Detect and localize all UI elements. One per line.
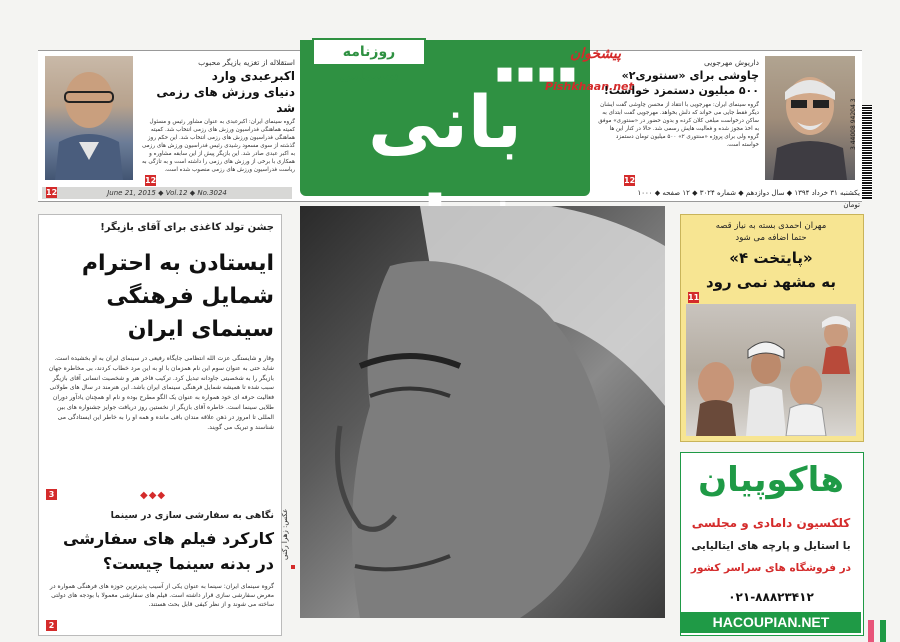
vol-en: Vol.12 [165, 189, 188, 197]
main-photo[interactable] [300, 206, 665, 618]
left-column-sub-body: گروه سینمای ایران: سینما به عنوان یکی از آسیب پذیرترین حوزه های فرهنگی همواره در معرض سفارشی سازی قرار داشته است. فیلم های سفارشی معمولا با بودجه های دولتی ساخته می شوند و از نظر کیفی قابل بحث هستند. [49, 583, 274, 608]
left-column-headline-2[interactable]: شمایل فرهنگی [106, 284, 274, 309]
ad-line-2: با استایل و پارچه های ایتالیایی [691, 540, 851, 552]
portrait-illustration-2 [765, 56, 855, 180]
logo-dots: ▪▪▪▪ [495, 56, 579, 89]
watermark-fa: پیشخوان [570, 46, 622, 62]
right-column-photo[interactable] [686, 304, 856, 436]
ad-line-3: در فروشگاه های سراسر کشور [690, 562, 852, 574]
teaser-photo-akbar-abdi [45, 56, 133, 180]
portrait-illustration [45, 56, 133, 180]
left-column-sub-page-badge: 2 [46, 620, 57, 631]
left-teaser-headline-1[interactable]: اکبرعبدی وارد [211, 69, 295, 83]
date-line-en [42, 187, 292, 199]
left-teaser-page-badge: 12 [145, 176, 157, 185]
ad-stripe-green [880, 620, 886, 642]
left-teaser-kicker: استقلاله از تغزیه بازیگر محبوب [198, 58, 295, 67]
left-column-kicker: جشن تولد کاغذی برای آقای بازیگر! [100, 222, 274, 233]
right-column-photo-illustration [686, 304, 856, 436]
left-column-sub-headline[interactable] [44, 526, 274, 576]
teaser-photo-mehrjui [765, 56, 855, 180]
right-column-page-badge: 11 [688, 293, 700, 302]
right-teaser-headline-2[interactable]: ۵۰۰ میلیون دستمزد خواست! [603, 84, 759, 97]
right-column-headline[interactable] [686, 246, 856, 294]
right-column-headline-1[interactable]: «پایتخت ۴» [729, 249, 813, 267]
left-column-sub-headline-1[interactable]: کارکرد فیلم های سفارشی [63, 529, 274, 548]
left-column-body: وقار و شایستگی عزت الله انتظامی جایگاه رفیعی در سینمای ایران به او بخشیده است. شاید حتی به عنوان سوم این نام همزمان با او به این مرد خطاب کردند، بی مخاطره جهان بازیگر را به شخصیتی جاودانه تبدیل کرد. ترکیب فاخر هنر و شخصیت انسانی آقای بازیگر سبب شده تا همیشه شمایل فرهنگی سینمای ایران باشد. این هنرمند در سال های طولانی فعالیت حرفه ای خود همواره به عنوان یک الگو مطرح بوده و نام او همچنان یادآور دوران طلایی سینما است. خاطره آقای بازیگر از نخستین روز دریافت جوایز جشنواره های بین المللی تا امروز در ذهن علاقه مندان باقی مانده و همه او را به خاطر این ایستادگی می شناسند و تبریک می گویند. [48, 355, 274, 431]
ad-brand[interactable]: هاکوپیان [698, 460, 844, 500]
ad-url[interactable] [681, 612, 861, 633]
left-column-dots: ◆◆◆ [140, 490, 167, 501]
right-teaser [597, 58, 759, 161]
ad-line-1: کلکسیون دامادی و مجلسی [691, 516, 851, 530]
right-teaser-headline-1[interactable]: چاوشی برای «سنتوری۲» [621, 69, 759, 82]
left-column-headline-3[interactable]: سینمای ایران [127, 317, 274, 342]
right-column-kicker-1: مهران احمدی بسته به نیاز قصه [715, 221, 827, 231]
main-photo-caption: عکس: زهرا رکنی [281, 508, 289, 560]
ad-phone: ۰۲۱-۸۸۸۲۳۴۱۲ [728, 590, 814, 604]
left-teaser-headline-2[interactable]: دنیای ورزش های رزمی شد [156, 85, 295, 115]
right-teaser-body: گروه سینمای ایران: مهرجویی با انتقاد از محسن چاوشی گفت ایشان دیگر فقط جایی می خواند که دلش بخواهد. مهرجویی گفت ابتدای به ساکن درخواست مبلغی کلان کرده و بدون حضور در «سنتوری» موفق به اخذ مجوز شده و فعالیت هایش رسمی شد. حالا در کنار این ها گروه ولی برای پروژه «سنتوری ۲» ۵۰۰ میلیون تومان دستمزد خواسته است. [598, 102, 759, 148]
left-column-sub-kicker: نگاهی به سفارشی سازی در سینما [110, 510, 274, 521]
left-column-sub-headline-2[interactable]: در بدنه سینما چیست؟ [102, 554, 274, 573]
left-column-headline[interactable] [44, 247, 274, 346]
main-photo-caption-dot [291, 565, 295, 569]
date-en: June 21, 2015 [107, 189, 156, 197]
left-teaser-body: گروه سینمای ایران: اکبرعبدی به عنوان مشاور رئیس و مسئول کمیته هماهنگی فدراسیون ورزش های رزمی انتخاب شد. کمیته هماهنگی فدراسیون ورزش های رزمی انتخاب شد. این حکم روز گذشته از سوی مسعود رشیدی رئیس فدراسیون ورزش های رزمی به اکبر عبدی صادر شد. این بازیگر پیش از این سابقه مشاوره و همکاری با برخی از ورزش های رزمی را داشته است و به تازگی به ریاست فدراسیون ورزش های رزمی منصوب شده است. [142, 119, 295, 173]
watermark-en: Pishkhaan.net [545, 80, 634, 93]
left-column-page-badge: 3 [46, 489, 57, 500]
date-sep-2: ◆ [189, 189, 198, 197]
barcode-number: 3 44008 94204 3 [850, 98, 857, 150]
right-teaser-kicker: داریوش مهرجویی [703, 58, 759, 67]
barcode [862, 105, 872, 200]
left-teaser [140, 58, 295, 188]
right-column-kicker [686, 220, 856, 244]
info-line-fa: یکشنبه ۳۱ خرداد ۱۳۹۴ ◆ سال دوازدهم ◆ شماره ۳۰۲۴ ◆ ۱۲ صفحه ◆ ۱۰۰۰ تومان [637, 189, 860, 209]
logo-subtitle: روزنامه سینمایی [312, 38, 426, 66]
right-teaser-page-badge: 12 [624, 176, 636, 185]
issue-en: No.3024 [197, 189, 227, 197]
right-column-kicker-2: حتما اضافه می شود [735, 233, 807, 243]
date-line-badge: 12 [46, 188, 58, 197]
left-column-headline-1[interactable]: ایستادن به احترام [81, 251, 274, 276]
ad-url-text[interactable]: HACOUPIAN.NET [712, 614, 830, 630]
ad-stripe-pink [868, 620, 874, 642]
right-column-headline-2[interactable]: به مشهد نمی رود [705, 273, 837, 291]
date-sep-1: ◆ [158, 189, 166, 197]
main-photo-illustration [300, 206, 665, 618]
logo[interactable]: بانی [368, 80, 522, 164]
